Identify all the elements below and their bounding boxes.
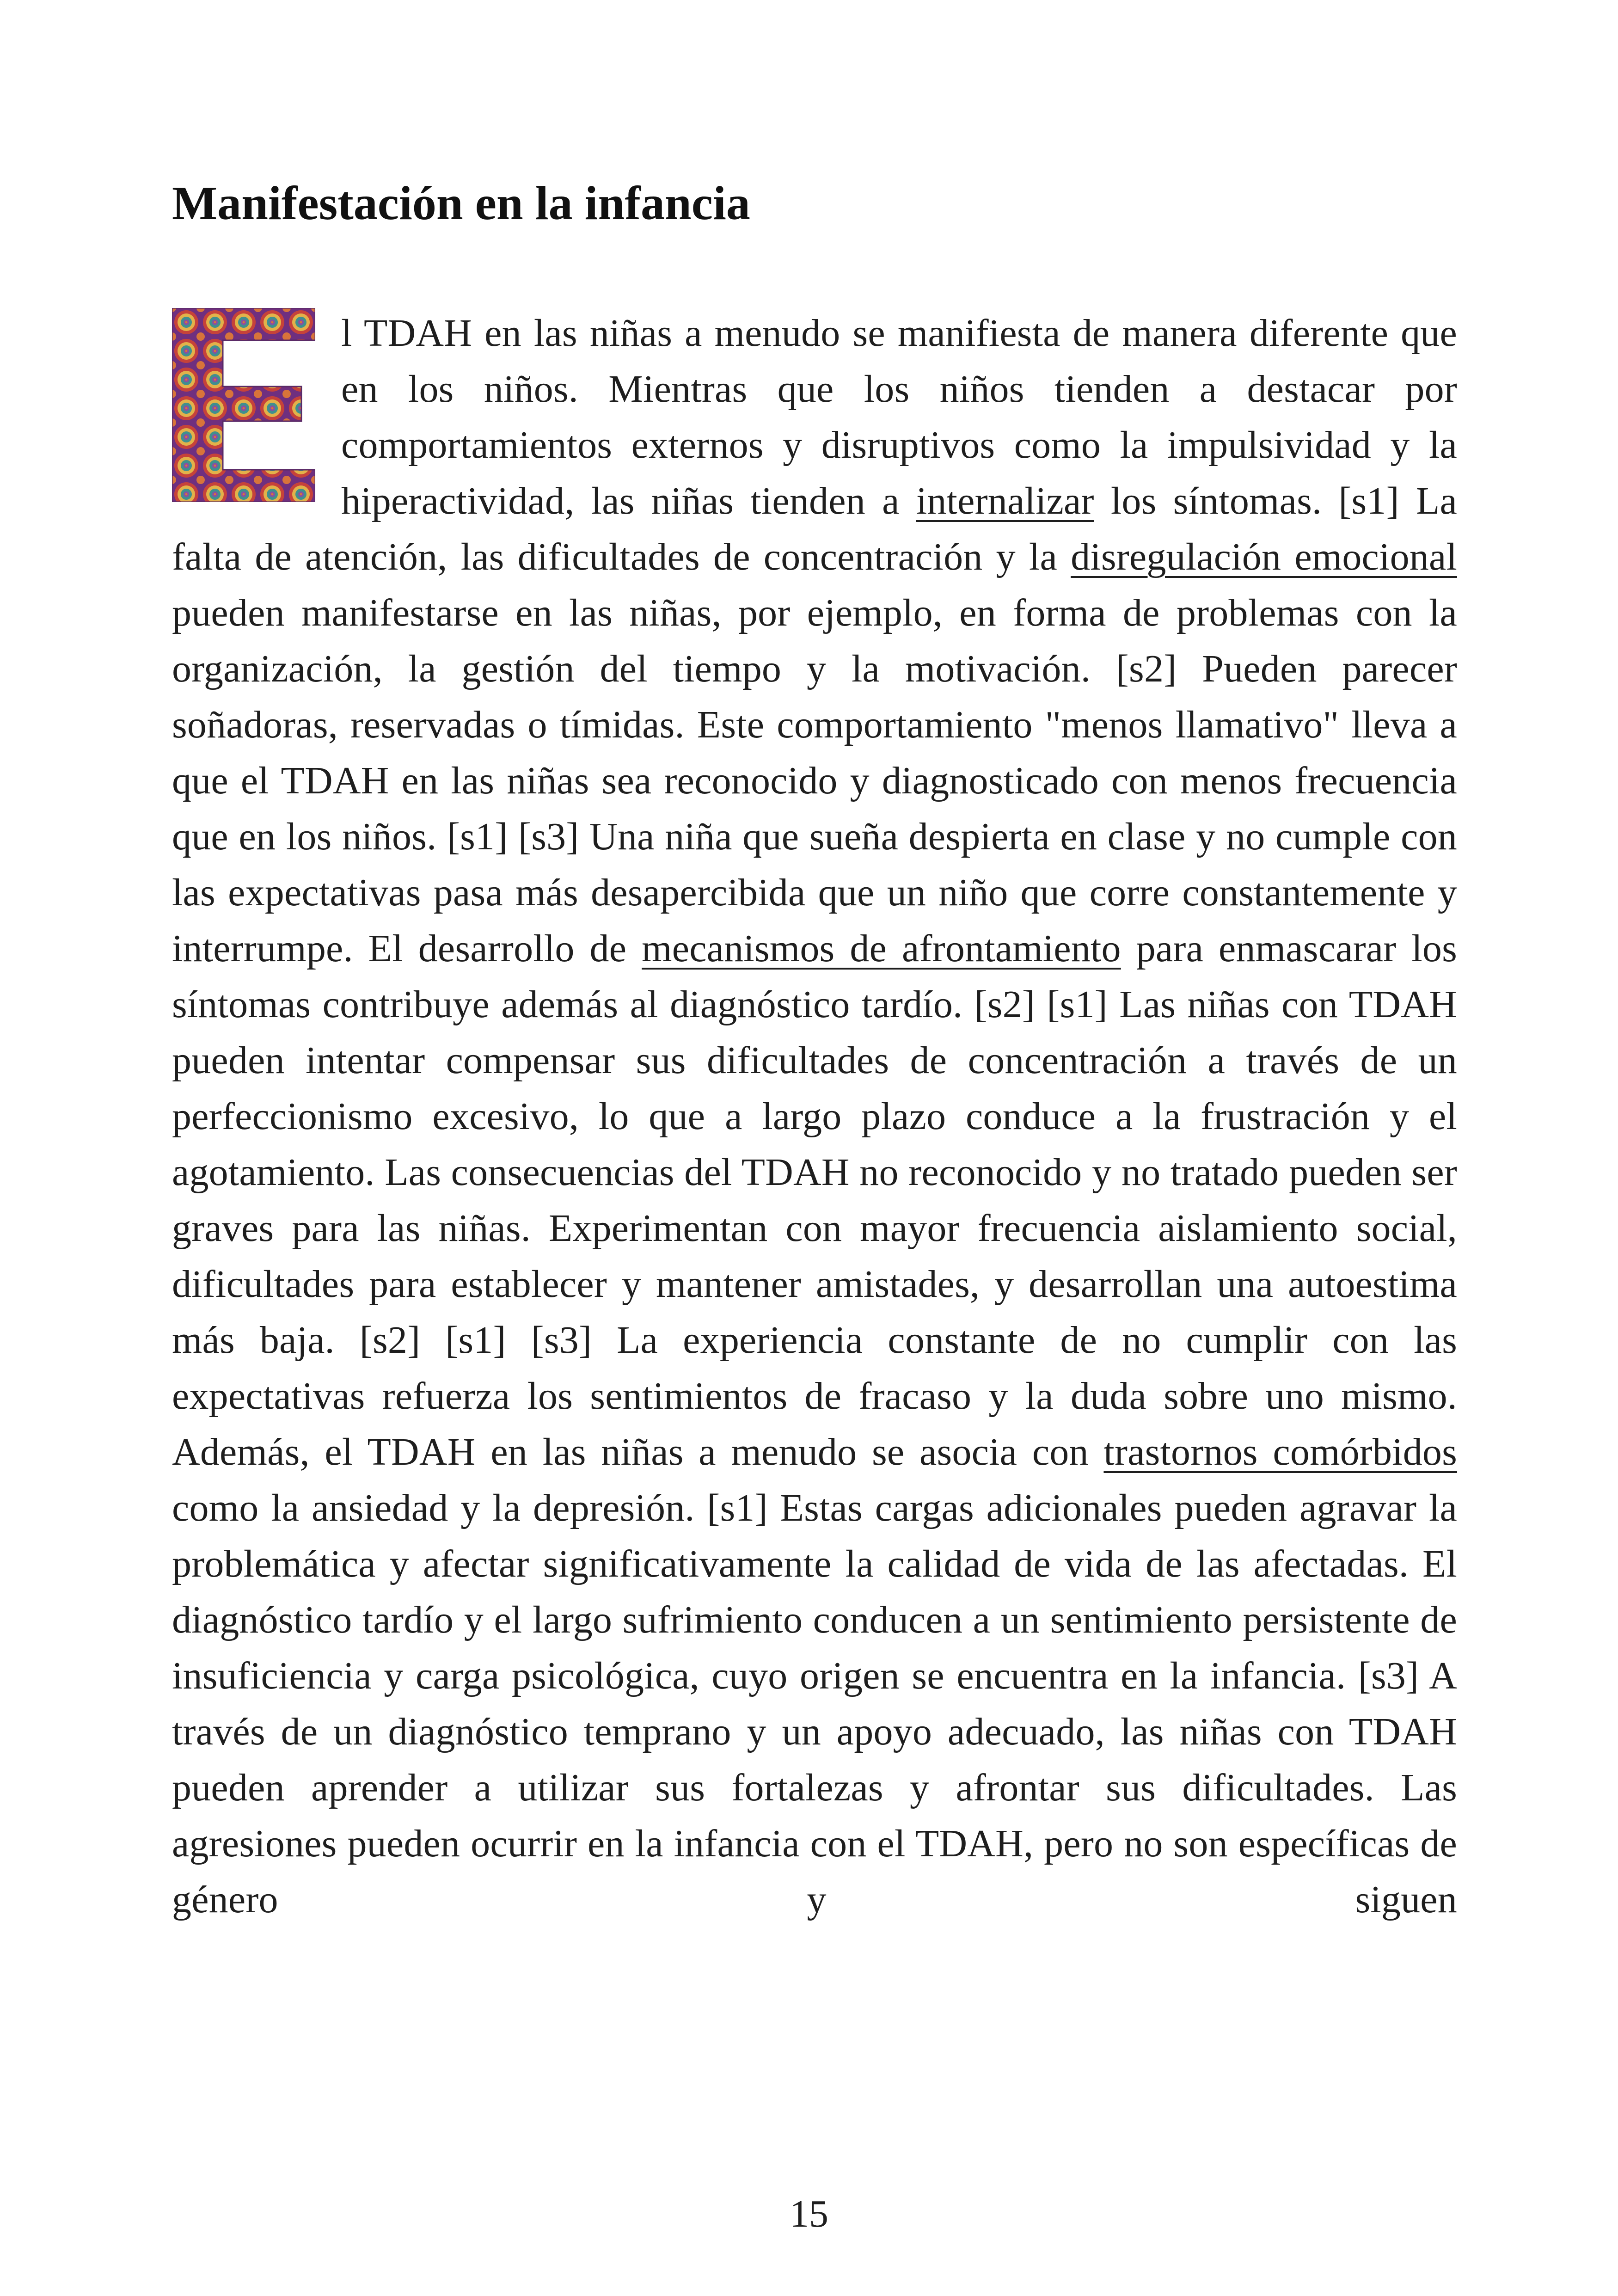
paragraph <box>172 305 1457 1928</box>
text-run: los síntomas. [s1] La falta de atención, las dificultades de concentración y la <box>172 479 1457 578</box>
body-text <box>172 305 1457 1928</box>
link-internalizar[interactable]: internalizar <box>916 479 1094 522</box>
section-heading: Manifestación en la infancia <box>172 177 750 230</box>
text-run: para enmascarar los síntomas contribuye además al diagnóstico tardío. [s2] [s1] Las niñas con TDAH pueden intentar compensar sus dificultades de concentración a través de un perfeccionismo excesivo, lo que a largo plazo conduce a la frustración y el agotamiento. Las consecuencias del TDAH no reconocido y no tratado pueden ser graves para las niñas. Experimentan con mayor frecuencia aislamiento social, dificultades para establecer y mantener amistades, y desarrollan una autoestima más baja. [s2] [s1] [s3] La experiencia constante de no cumplir con las expectativas refuerza los sentimientos de fracaso y la duda sobre uno mismo. Además, el TDAH en las niñas a menudo se asocia con <box>172 927 1457 1473</box>
text-run: pueden manifestarse en las niñas, por ejemplo, en forma de problemas con la organización, la gestión del tiempo y la motivación. [s2] Pueden parecer soñadoras, reservadas o tímidas. Este comportamiento "menos llamativo" lleva a que el TDAH en las niñas sea reconocido y diagnosticado con menos frecuencia que en los niños. [s1] [s3] Una niña que sueña despierta en clase y no cumple con las expectativas pasa más desapercibida que un niño que corre constantemente y interrumpe. El desarrollo de <box>172 591 1457 970</box>
link-mecanismos-de-afrontamiento[interactable]: mecanismos de afrontamiento <box>642 927 1121 970</box>
text-run: como la ansiedad y la depresión. [s1] Estas cargas adicionales pueden agravar la problemática y afectar significativamente la calidad de vida de las afectadas. El diagnóstico tardío y el largo sufrimiento conducen a un sentimiento persistente de insuficiencia y carga psicológica, cuyo origen se encuentra en la infancia. [s3] A través de un diagnóstico temprano y un apoyo adecuado, las niñas con TDAH pueden aprender a utilizar sus fortalezas y afrontar sus dificultades. Las agresiones pueden ocurrir en la infancia con el TDAH, pero no son específicas de género y siguen <box>172 1486 1457 1921</box>
decorative-dropcap-e <box>172 308 315 502</box>
page-number: 15 <box>790 2192 828 2235</box>
link-disregulacion-emocional[interactable]: disregulación emocional <box>1071 535 1457 578</box>
link-trastornos-comorbidos[interactable]: trastornos comórbidos <box>1103 1430 1458 1473</box>
text-run: l TDAH en las niñas a menudo se manifiesta de manera diferente que en los niños. Mientras que los niños tienden a destacar por comportamientos externos y disruptivos como la impulsividad y la hiperactividad, las niñas tienden a <box>341 312 1457 522</box>
